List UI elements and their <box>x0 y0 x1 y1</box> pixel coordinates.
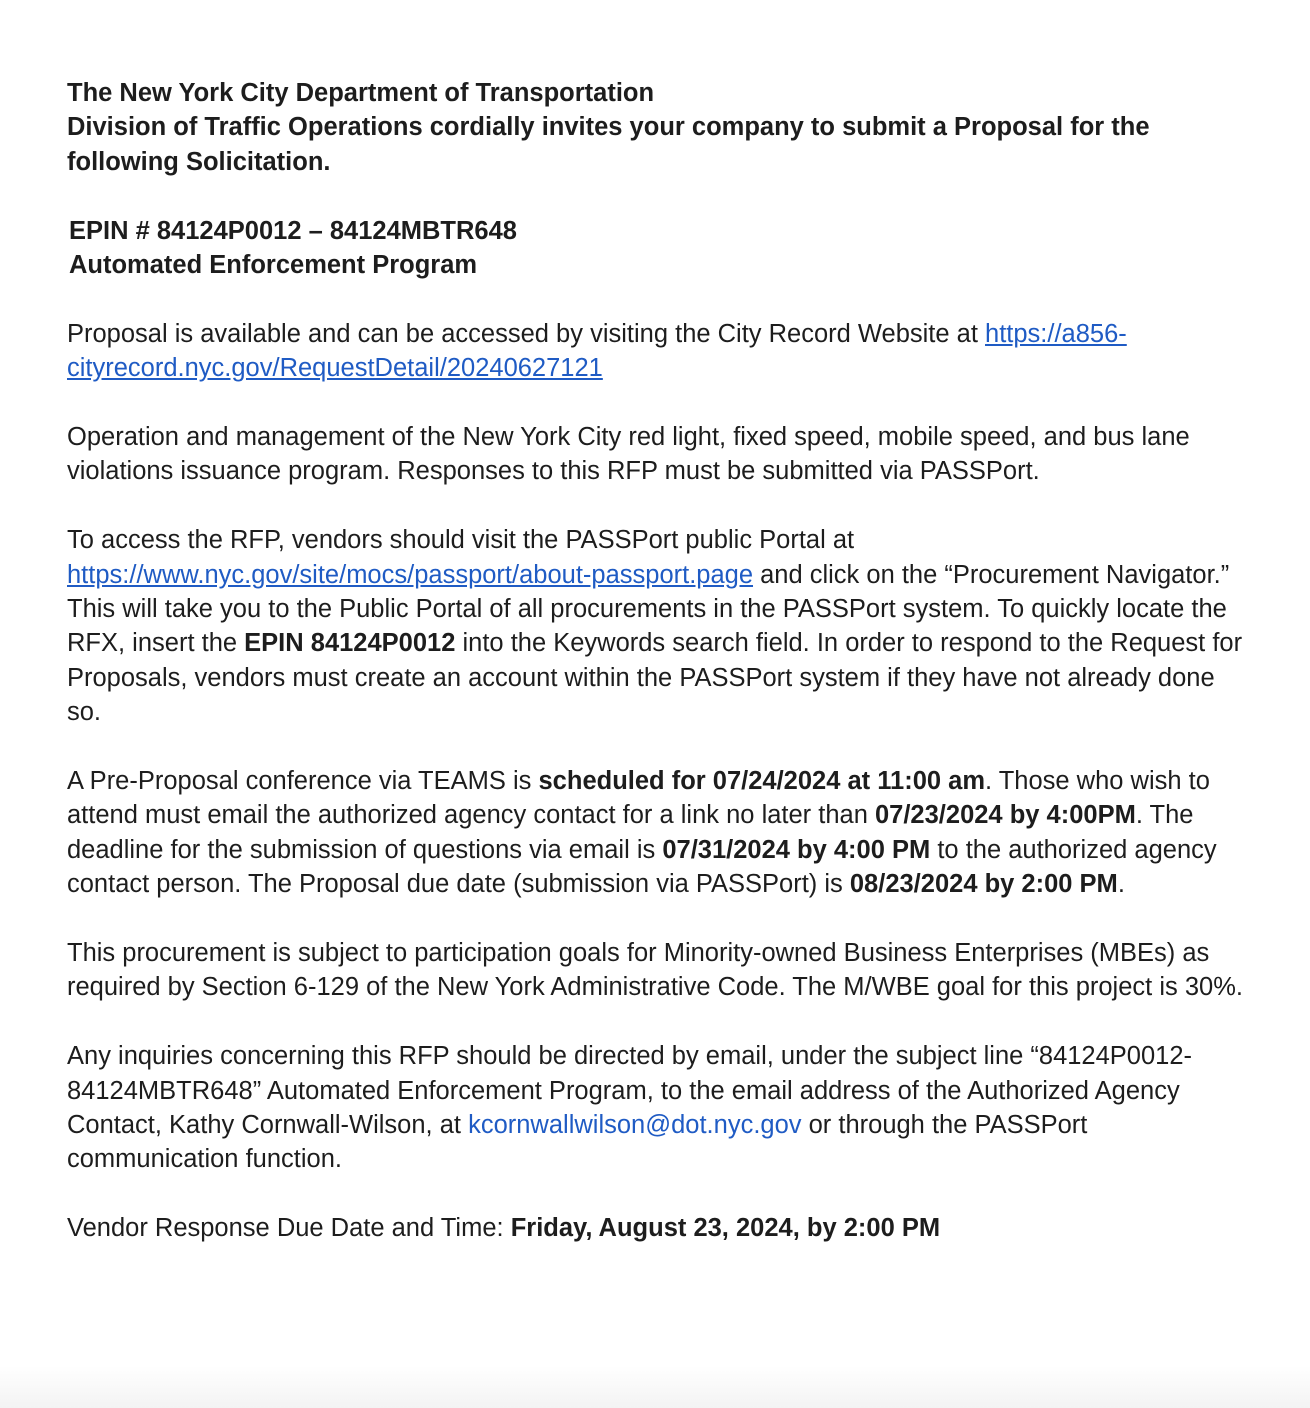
proposal-due-date: 08/23/2024 by 2:00 PM <box>849 870 1118 899</box>
due-date-line <box>67 1211 1247 1245</box>
solicitation-info <box>67 214 1247 283</box>
rsvp-deadline: 07/23/2024 by 4:00PM <box>874 801 1136 830</box>
access-text-2: and click on the “Procurement Navigator.” This will take you to the Public Portal of all procurements in the PASSPort system. To quickly locate the RFX, insert the <box>67 560 1230 658</box>
mbe-paragraph: This procurement is subject to participation goals for Minority-owned Business Enterprises (MBEs) as required by Section 6-129 of the New York Administrative Code. The M/WBE goal for this project is 30%. <box>67 939 1243 1002</box>
availability-paragraph <box>67 317 1247 386</box>
conference-text-4: to the authorized agency contact person. The Proposal due date (submission via PASSPort) is <box>67 835 1217 899</box>
inquiries-text-1: Any inquiries concerning this RFP should be directed by email, under the subject line “84124P0012-84124MBTR648” Automated Enforcement Program, to the email address of the Authorized Agency Contact, Kathy Cornwall-Wilson, at <box>67 1042 1193 1140</box>
invitation-text: Division of Traffic Operations cordially invites your company to submit a Proposal for the following Solicitation. <box>67 113 1150 176</box>
access-epin: EPIN 84124P0012 <box>244 629 456 658</box>
agency-name: The New York City Department of Transportation <box>67 79 655 107</box>
conference-text-1: A Pre-Proposal conference via TEAMS is <box>67 767 539 796</box>
program-name: Automated Enforcement Program <box>69 251 478 280</box>
epin-number: EPIN # 84124P0012 – 84124MBTR648 <box>69 216 517 245</box>
passport-portal-link[interactable]: https://www.nyc.gov/site/mocs/passport/about-passport.page <box>67 560 754 589</box>
access-text-1: To access the RFP, vendors should visit the PASSPort public Portal at <box>67 526 855 555</box>
access-text-3: into the Keywords search field. In order to respond to the Request for Proposals, vendors must create an account within the PASSPort system if they have not already done so. <box>67 629 1243 727</box>
city-record-link[interactable]: https://a856-cityrecord.nyc.gov/RequestDetail/20240627121 <box>67 319 1127 383</box>
solicitation-document <box>67 76 1247 1246</box>
inquiries-paragraph <box>67 1039 1247 1177</box>
questions-deadline: 07/31/2024 by 4:00 PM <box>662 835 931 864</box>
access-paragraph <box>67 523 1247 729</box>
conference-text-5: . <box>1117 870 1125 899</box>
conference-paragraph <box>67 764 1247 902</box>
page-bottom-shade <box>0 1366 1310 1408</box>
due-date-label: Vendor Response Due Date and Time: <box>67 1214 511 1243</box>
due-date-value: Friday, August 23, 2024, by 2:00 PM <box>510 1214 941 1243</box>
inquiries-text-2: or through the PASSPort communication function. <box>67 1111 1088 1174</box>
conference-date: scheduled for 07/24/2024 at 11:00 am <box>538 767 985 796</box>
conference-text-2: . Those who wish to attend must email the authorized agency contact for a link no later than <box>67 767 1210 830</box>
availability-text: Proposal is available and can be accessed by visiting the City Record Website at <box>67 319 986 348</box>
header <box>67 76 1247 179</box>
description-paragraph: Operation and management of the New York City red light, fixed speed, mobile speed, and bus lane violations issuance program. Responses to this RFP must be submitted via PASSPort. <box>67 423 1190 486</box>
contact-email-link[interactable]: kcornwallwilson@dot.nyc.gov <box>468 1111 802 1140</box>
conference-text-3: . The deadline for the submission of questions via email is <box>67 801 1194 864</box>
